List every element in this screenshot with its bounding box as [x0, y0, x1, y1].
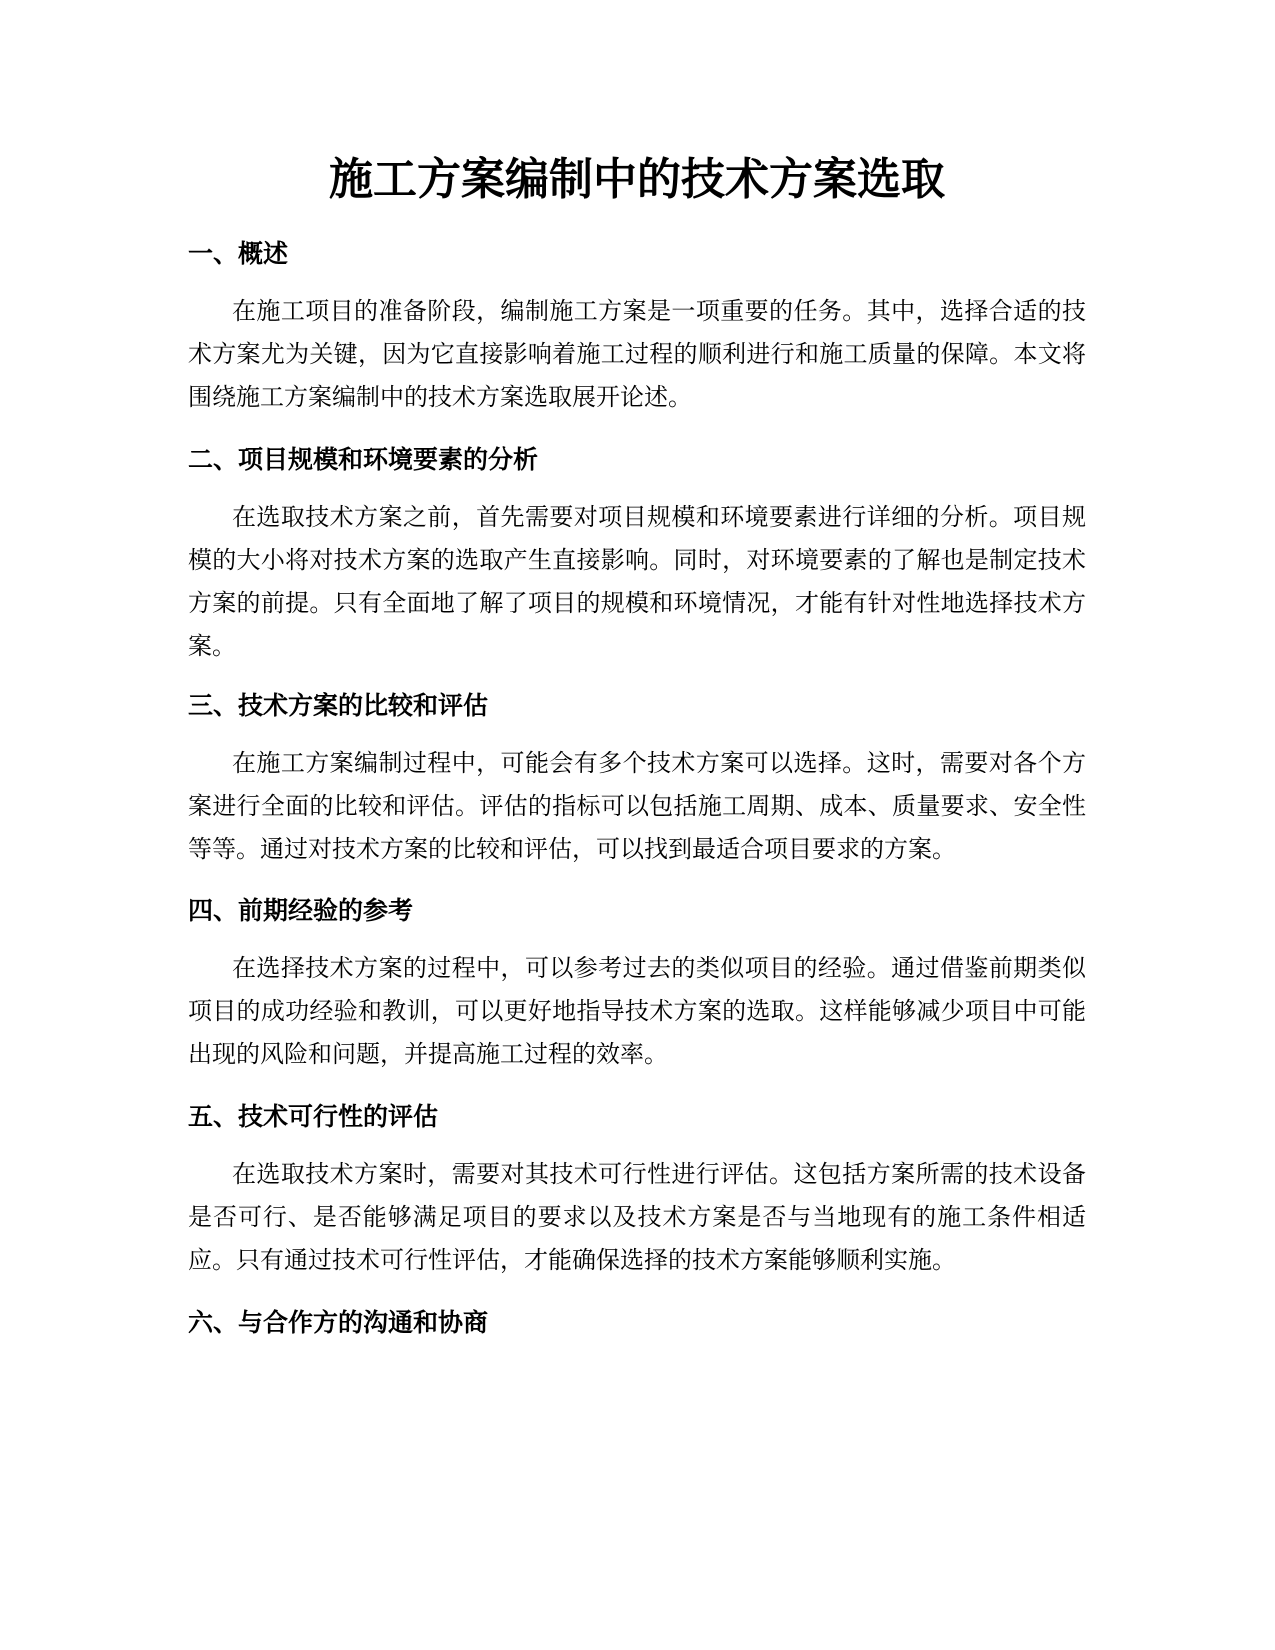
section-paragraph: 在施工项目的准备阶段，编制施工方案是一项重要的任务。其中，选择合适的技术方案尤为关键，因为它直接影响着施工过程的顺利进行和施工质量的保障。本文将围绕施工方案编制中的技术方案选取展开论述。	[188, 297, 1086, 411]
section-paragraph: 在选取技术方案之前，首先需要对项目规模和环境要素进行详细的分析。项目规模的大小将对技术方案的选取产生直接影响。同时，对环境要素的了解也是制定技术方案的前提。只有全面地了解了项目的规模和环境情况，才能有针对性地选择技术方案。	[188, 503, 1086, 660]
section-scale-analysis	[188, 442, 1086, 668]
section-paragraph: 在选择技术方案的过程中，可以参考过去的类似项目的经验。通过借鉴前期类似项目的成功经验和教训，可以更好地指导技术方案的选取。这样能够减少项目中可能出现的风险和问题，并提高施工过程的效率。	[188, 954, 1086, 1068]
section-feasibility	[188, 1099, 1086, 1282]
section-heading: 三、技术方案的比较和评估	[188, 691, 489, 720]
section-heading: 六、与合作方的沟通和协商	[188, 1308, 489, 1337]
section-communication	[188, 1305, 1086, 1359]
section-heading: 一、概述	[188, 239, 289, 268]
section-paragraph: 在施工方案编制过程中，可能会有多个技术方案可以选择。这时，需要对各个方案进行全面的比较和评估。评估的指标可以包括施工周期、成本、质量要求、安全性等等。通过对技术方案的比较和评估，可以找到最适合项目要求的方案。	[188, 749, 1086, 863]
section-experience	[188, 893, 1086, 1076]
section-heading: 二、项目规模和环境要素的分析	[188, 445, 539, 474]
section-heading: 五、技术可行性的评估	[188, 1102, 439, 1131]
section-comparison	[188, 688, 1086, 871]
section-heading: 四、前期经验的参考	[188, 896, 414, 925]
section-overview	[188, 236, 1086, 419]
document-title: 施工方案编制中的技术方案选取	[329, 154, 945, 205]
section-paragraph: 在选取技术方案时，需要对其技术可行性进行评估。这包括方案所需的技术设备是否可行、是否能够满足项目的要求以及技术方案是否与当地现有的施工条件相适应。只有通过技术可行性评估，才能确保选择的技术方案能够顺利实施。	[188, 1160, 1086, 1274]
